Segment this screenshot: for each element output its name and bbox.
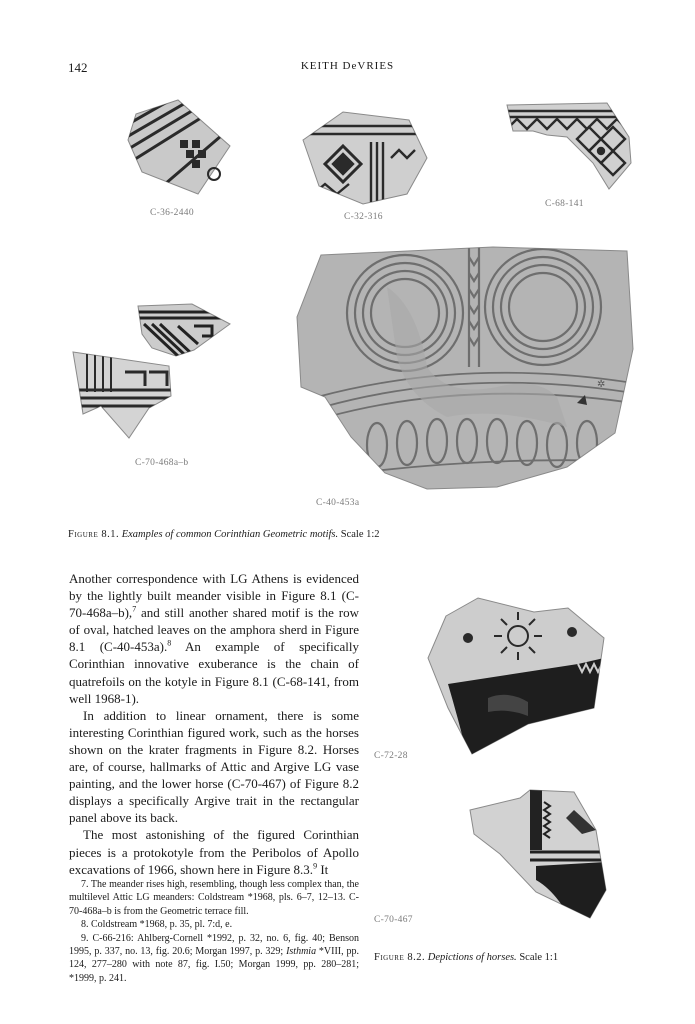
paragraph-2: In addition to linear ornament, there is some interesting Corinthian figured work, such as the horses shown on the krater fragments in Figure 8.2. Horses are, of course, hallmarks of Attic and Argive LG vase painting, and the lower horse (C-70-467) of Figure 8.2 displays a specifically Argive trait in the rectangular panel above its back. [69,707,359,826]
label-c-40-453a: C-40-453a [316,498,360,508]
sherd-c-40-453a [297,247,635,490]
sherd-c-70-468a [138,304,230,356]
figure-8-1-caption-label: Figure 8.1. [68,529,120,540]
footnote-8: 8. Coldstream *1968, p. 35, pl. 7:d, e. [81,919,233,931]
figure-8-1-caption-title: Examples of common Corinthian Geometric motifs. [121,529,339,540]
figure-8-2-caption-scale: Scale 1:1 [519,952,559,963]
footnote-ref-7: 7 [132,604,137,614]
sherd-c-70-468b [73,352,171,438]
footnote-7: 7. The meander rises high, resembling, though less complex than, the multilevel Attic LG meanders: Coldstream *1968, pls. 6–7, 12–13. C-70-468a–b is from the Geometric terrace fill. [69,879,359,917]
figure-8-2-caption [374,952,558,963]
paragraph-1: Another correspondence with LG Athens is evidenced by the lightly built meander visible in Figure 8.1 (C-70-468a–b),$^7$ and still another shared motif is the row of oval, hatched leaves on the amphora sherd in Figure 8.1 (C-40-453a).$^8$ An example of specifically Corinthian innovative exuberance is the chain of quatrefoils on the kotyle in Figure 8.1 (C-68-141, from well 1968-1). [69,571,359,706]
figure-8-1-caption-scale: Scale 1:2 [340,529,380,540]
footnote-9: 9. C-66-216: Ahlberg-Cornell *1992, p. 32, no. 6, fig. 40; Benson 1995, p. 337, no. 13, fig. 20.6; Morgan 1997, p. 329; Isthmia *VIII, pp. 124, 277–280 with note 87, fig. I.50; Morgan 1999, pp. 280–281; *1999, p. 241. [69,932,359,984]
sherd-c-32-316 [303,112,427,204]
sherd-c-36-2440 [128,100,233,195]
footnote-ref-8: 8 [167,639,172,649]
label-c-70-468a-b: C-70-468a–b [135,458,189,468]
label-c-70-467: C-70-467 [374,915,413,925]
footnotes [69,878,359,985]
footnote-ref-9: 9 [313,861,318,871]
paragraph-3: The most astonishing of the figured Corinthian pieces is a protokotyle from the Peribolos of Apollo excavations of 1966, shown here in Figure 8.3.$^9$ It [69,827,359,877]
main-text [69,570,359,878]
label-c-72-28: C-72-28 [374,751,408,761]
page-number: 142 [68,60,88,75]
sherd-c-72-28 [428,598,604,754]
sherd-c-70-467 [470,790,606,918]
sherd-c-68-141 [507,103,632,191]
label-c-68-141: C-68-141 [545,199,584,209]
label-c-36-2440: C-36-2440 [150,208,194,218]
svg-text:✲: ✲ [597,379,606,390]
running-header-author: KEITH DeVRIES [300,60,395,72]
label-c-32-316: C-32-316 [344,212,383,222]
figure-8-2-caption-title: Depictions of horses. [427,952,517,963]
figure-8-2-caption-label: Figure 8.2. [374,952,426,963]
figure-8-1-caption [68,529,380,540]
